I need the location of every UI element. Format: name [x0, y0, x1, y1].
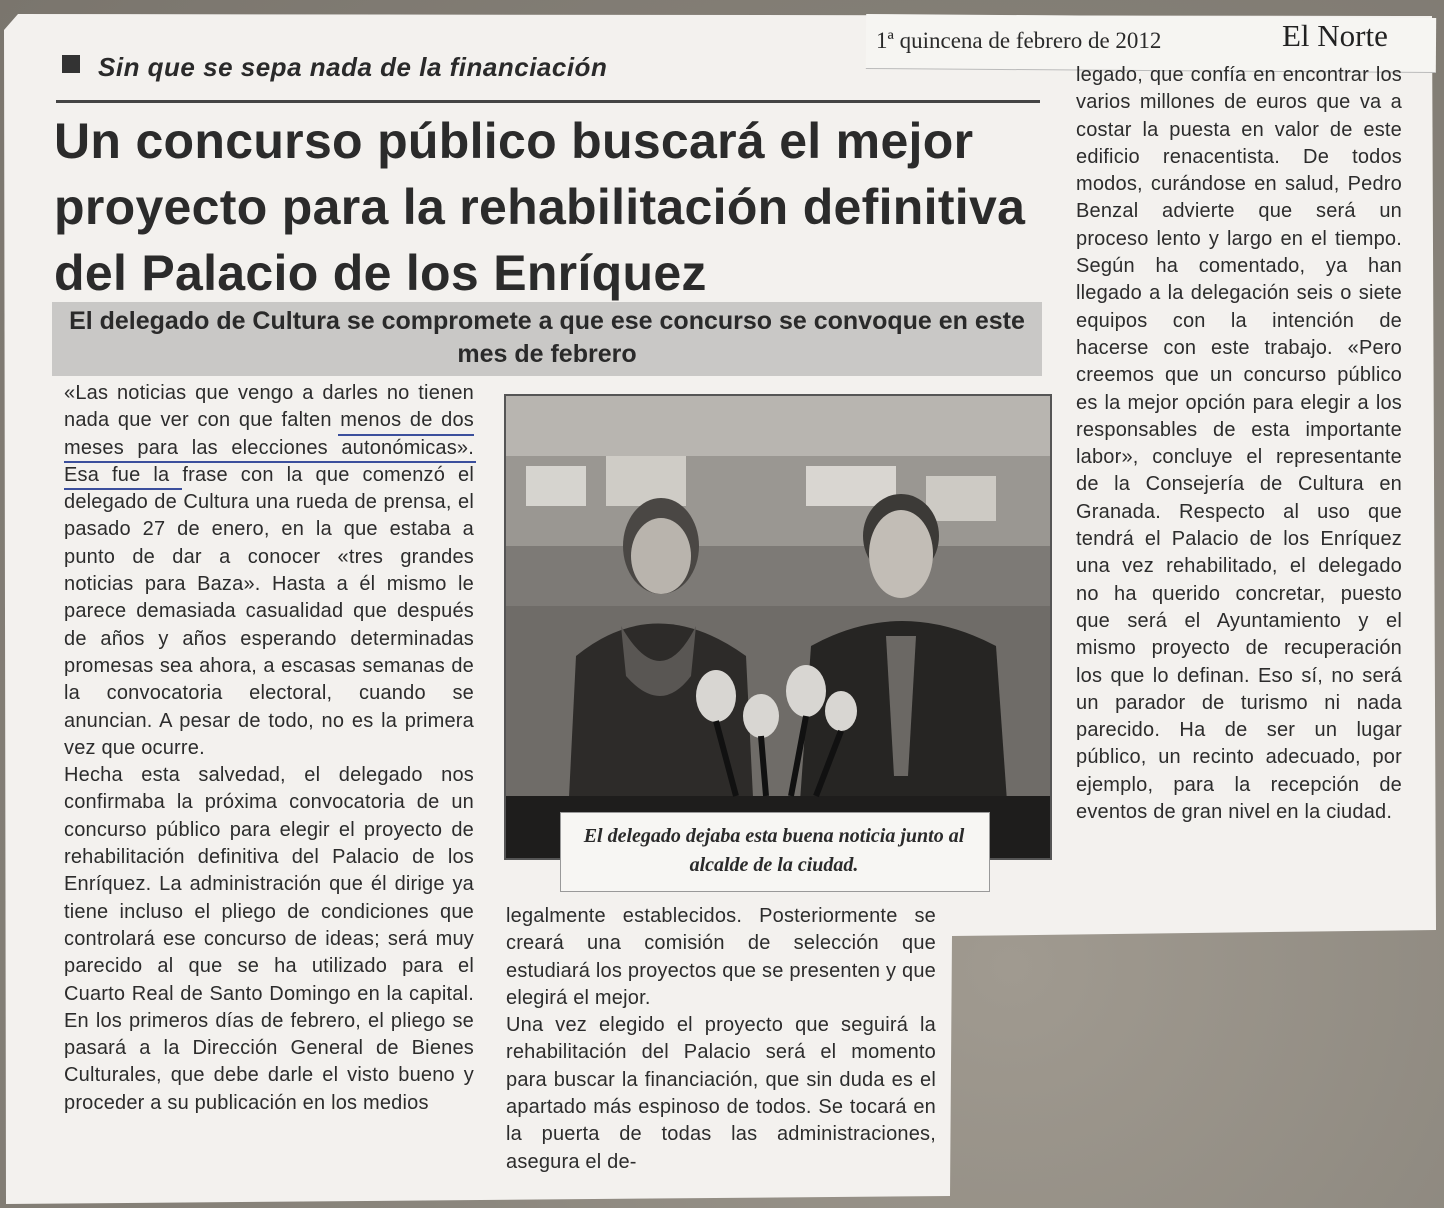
photo-caption: El delegado dejaba esta buena noticia junto al alcalde de la ciudad.	[583, 825, 965, 876]
article-headline: Un concurso público buscará el mejor proyecto para la rehabilitación definitiva del Palacio de los Enríquez	[54, 113, 1026, 301]
headline-rule	[56, 100, 1040, 103]
newspaper-name: El Norte	[1282, 18, 1388, 53]
press-conference-photo-icon	[506, 396, 1050, 858]
article-kicker: Sin que se sepa nada de la financiación	[98, 52, 608, 82]
body-column-2: legalmente establecidos. Posteriormente se creará una comisión de selección que estudiará los proyectos que se presenten y que elegirá el mejor. Una vez elegido el proyecto que seguirá la rehabilitación del Palacio será el momento para buscar la financiación, que sin duda es el apartado más espinoso de todos. Se tocará en la puerta de todas las administraciones, asegura el de-	[506, 905, 936, 1173]
pen-underline-2	[64, 461, 476, 463]
issue-date: 1ª quincena de febrero de 2012	[876, 28, 1162, 53]
kicker-square-icon	[62, 55, 80, 73]
body-column-3: legado, que confía en encontrar los varios millones de euros que va a costar la puesta en valor de este edificio renacentista. De todos modos, curándose en salud, Pedro Benzal advierte que será un proceso lento y largo en el tiempo. Según ha comentado, ya han llegado a la delegación seis o siete equipos con la intención de hacerse con este trabajo. «Pero creemos que un concurso público es la mejor opción para elegir a los responsables de esta importante labor», concluye el representante de la Consejería de Cultura en Granada. Respecto al uso que tendrá el Palacio de los Enríquez una vez rehabilitado, el delegado no ha querido concretar, puesto que será el Ayuntamiento y el mismo proyecto de recuperación los que lo definan. Eso sí, no será un parador de turismo ni nada parecido. Ha de ser un lugar público, un recinto adecuado, por ejemplo, para la recepción de eventos de gran nivel en la ciudad.	[1076, 64, 1402, 824]
pen-underline-3	[64, 488, 182, 490]
pen-underline-1	[338, 434, 474, 436]
article-subhead: El delegado de Cultura se compromete a que ese concurso se convoque en este mes de febrero	[69, 307, 1025, 368]
press-photo	[504, 394, 1052, 860]
body-column-1: «Las noticias que vengo a darles no tienen nada que ver con que falten menos de dos meses para las elecciones autonómicas». Esa fue la frase con la que comenzó el delegado de Cultura una rueda de prensa, el pasado 27 de enero, en la que estaba a punto de dar a conocer «tres grandes noticias para Baza». Hasta a él mismo le parece demasiada casualidad que después de años y años esperando determinadas promesas sea ahora, a escasas semanas de la convocatoria electoral, cuando se anuncian. A pesar de todo, no es la primera vez que ocurre. Hecha esta salvedad, el delegado nos confirmaba la próxima convocatoria de un concurso público para elegir el proyecto de rehabilitación definitiva del Palacio de los Enríquez. La administración que él dirige ya tiene incluso el pliego de condiciones que controlará ese concurso de ideas; será muy parecido al que se ha utilizado para el Cuarto Real de Santo Domingo en la capital. En los primeros días de febrero, el pliego se pasará a la Dirección General de Bienes Culturales, que debe darle el visto bueno y proceder a su publicación en los medios	[64, 382, 474, 1114]
